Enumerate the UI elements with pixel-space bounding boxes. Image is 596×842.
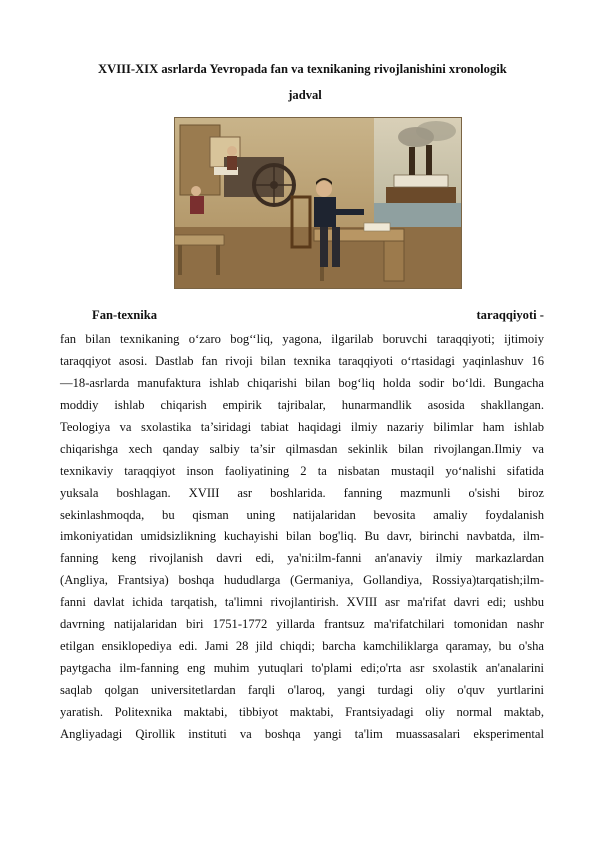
document-title — [60, 56, 550, 108]
section-heading — [60, 308, 544, 326]
steamboat-hull — [386, 187, 456, 205]
steamboat-stack-2 — [426, 145, 432, 175]
body-line: yuksala boshlagan. XVIII asr boshlarida. fanning mazmunli o'sishi biroz — [60, 485, 544, 500]
man-coat — [314, 197, 336, 227]
body-line: —18-asrlarda manufaktura ishlab chiqarishi bilan bog‘liq holda sodir bo‘ldi. Bungacha — [60, 375, 544, 390]
body-line: saqlab qolgan universitetlardan farqli o'laroq, yangi turdagi oliy o'quv yurtlarini — [60, 683, 544, 697]
desk-papers — [364, 223, 390, 231]
heading-right: taraqqiyoti - — [476, 308, 544, 322]
body-line: Teologiya va sxolastika ta’siridagi tabiat haqidagi ilmiy nazariy bilimlar ham ishlab — [60, 419, 544, 434]
body-line: etilgan ensiklopediya edi. Jami 28 jild chiqdi; barcha kamchiliklarga qaramay, bu o'sha — [60, 639, 544, 654]
body-line: moddiy ishlab chiqarish empirik tajribalar, hunarmandlik asosida shakllangan. — [60, 397, 544, 412]
body-line: texnikaviy taraqqiyot inson faoliyatining 2 ta nisbatan mustaqil yo‘nalishi sifatida — [60, 463, 544, 478]
steamboat-stack-1 — [409, 147, 415, 175]
body-line: taraqqiyot asosi. Dastlab fan rivoji bilan texnika taraqqiyoti o‘rtasidagi yaqinlashuv 16 — [60, 353, 544, 368]
body-line: paytgacha ilm-fanning eng muhim yutuqlari to'plami edi;o'rta asr sxolastik an'analarini — [60, 661, 544, 676]
heading-left: Fan-texnika — [92, 308, 158, 322]
body-line: chiqarishga xech qanday salbiy ta’sir qilmasdan sekinlik bilan rivojlangan.Ilmiy va — [60, 441, 544, 456]
smoke-2 — [416, 121, 456, 141]
body-line: fan bilan texnikaning o‘zaro bog‘‘liq, yagona, ilgarilab boruvchi taraqqiyoti; ijtimoiy — [60, 332, 544, 346]
man-head — [316, 181, 332, 197]
title-line-1: XVIII-XIX asrlarda Yevropada fan va texnikaning rivojlanishini xronologik — [98, 62, 507, 76]
steamboat-deck — [394, 175, 448, 187]
title-line-2: jadval — [288, 88, 322, 102]
body-line: Angliyadagi Qirollik instituti va boshqa yangi ta'lim muassasalari eksperimental — [60, 726, 544, 741]
body-line: yaratish. Politexnika maktabi, tibbiyot maktabi, Frantsiyadagi oliy normal maktab, — [60, 704, 544, 719]
illustration-industrial-scene — [174, 117, 462, 289]
left-desk — [174, 235, 224, 245]
body-line: imkoniyatidan umidsizlikning kuchayishi bilan bog'liq. Bu davr, birinchi navbatda, ilm- — [60, 529, 544, 544]
body-line: sekinlashmoqda, bu qisman uning natijalaridan bevosita amaliy foydalanish — [60, 507, 544, 522]
body-line: (Angliya, Frantsiya) boshqa hududlarga (Germaniya, Gollandiya, Rossiya)tarqatish;ilm- — [60, 573, 544, 588]
body-line: davrning natijalaridan biri 1751-1772 yillarda frantsuz ma'rifatchilari tomonidan nashr — [60, 617, 544, 632]
body-line: fanni davlat ichida tarqatish, ta'limni rivojlantirish. XVIII asr ma'rifat davri edi; ushbu — [60, 595, 544, 610]
body-line: fanning keng rivojlanish davri edi, ya'ni:ilm-fanni an'anaviy ilmiy markazlardan — [60, 551, 544, 566]
body-paragraph — [60, 329, 544, 746]
